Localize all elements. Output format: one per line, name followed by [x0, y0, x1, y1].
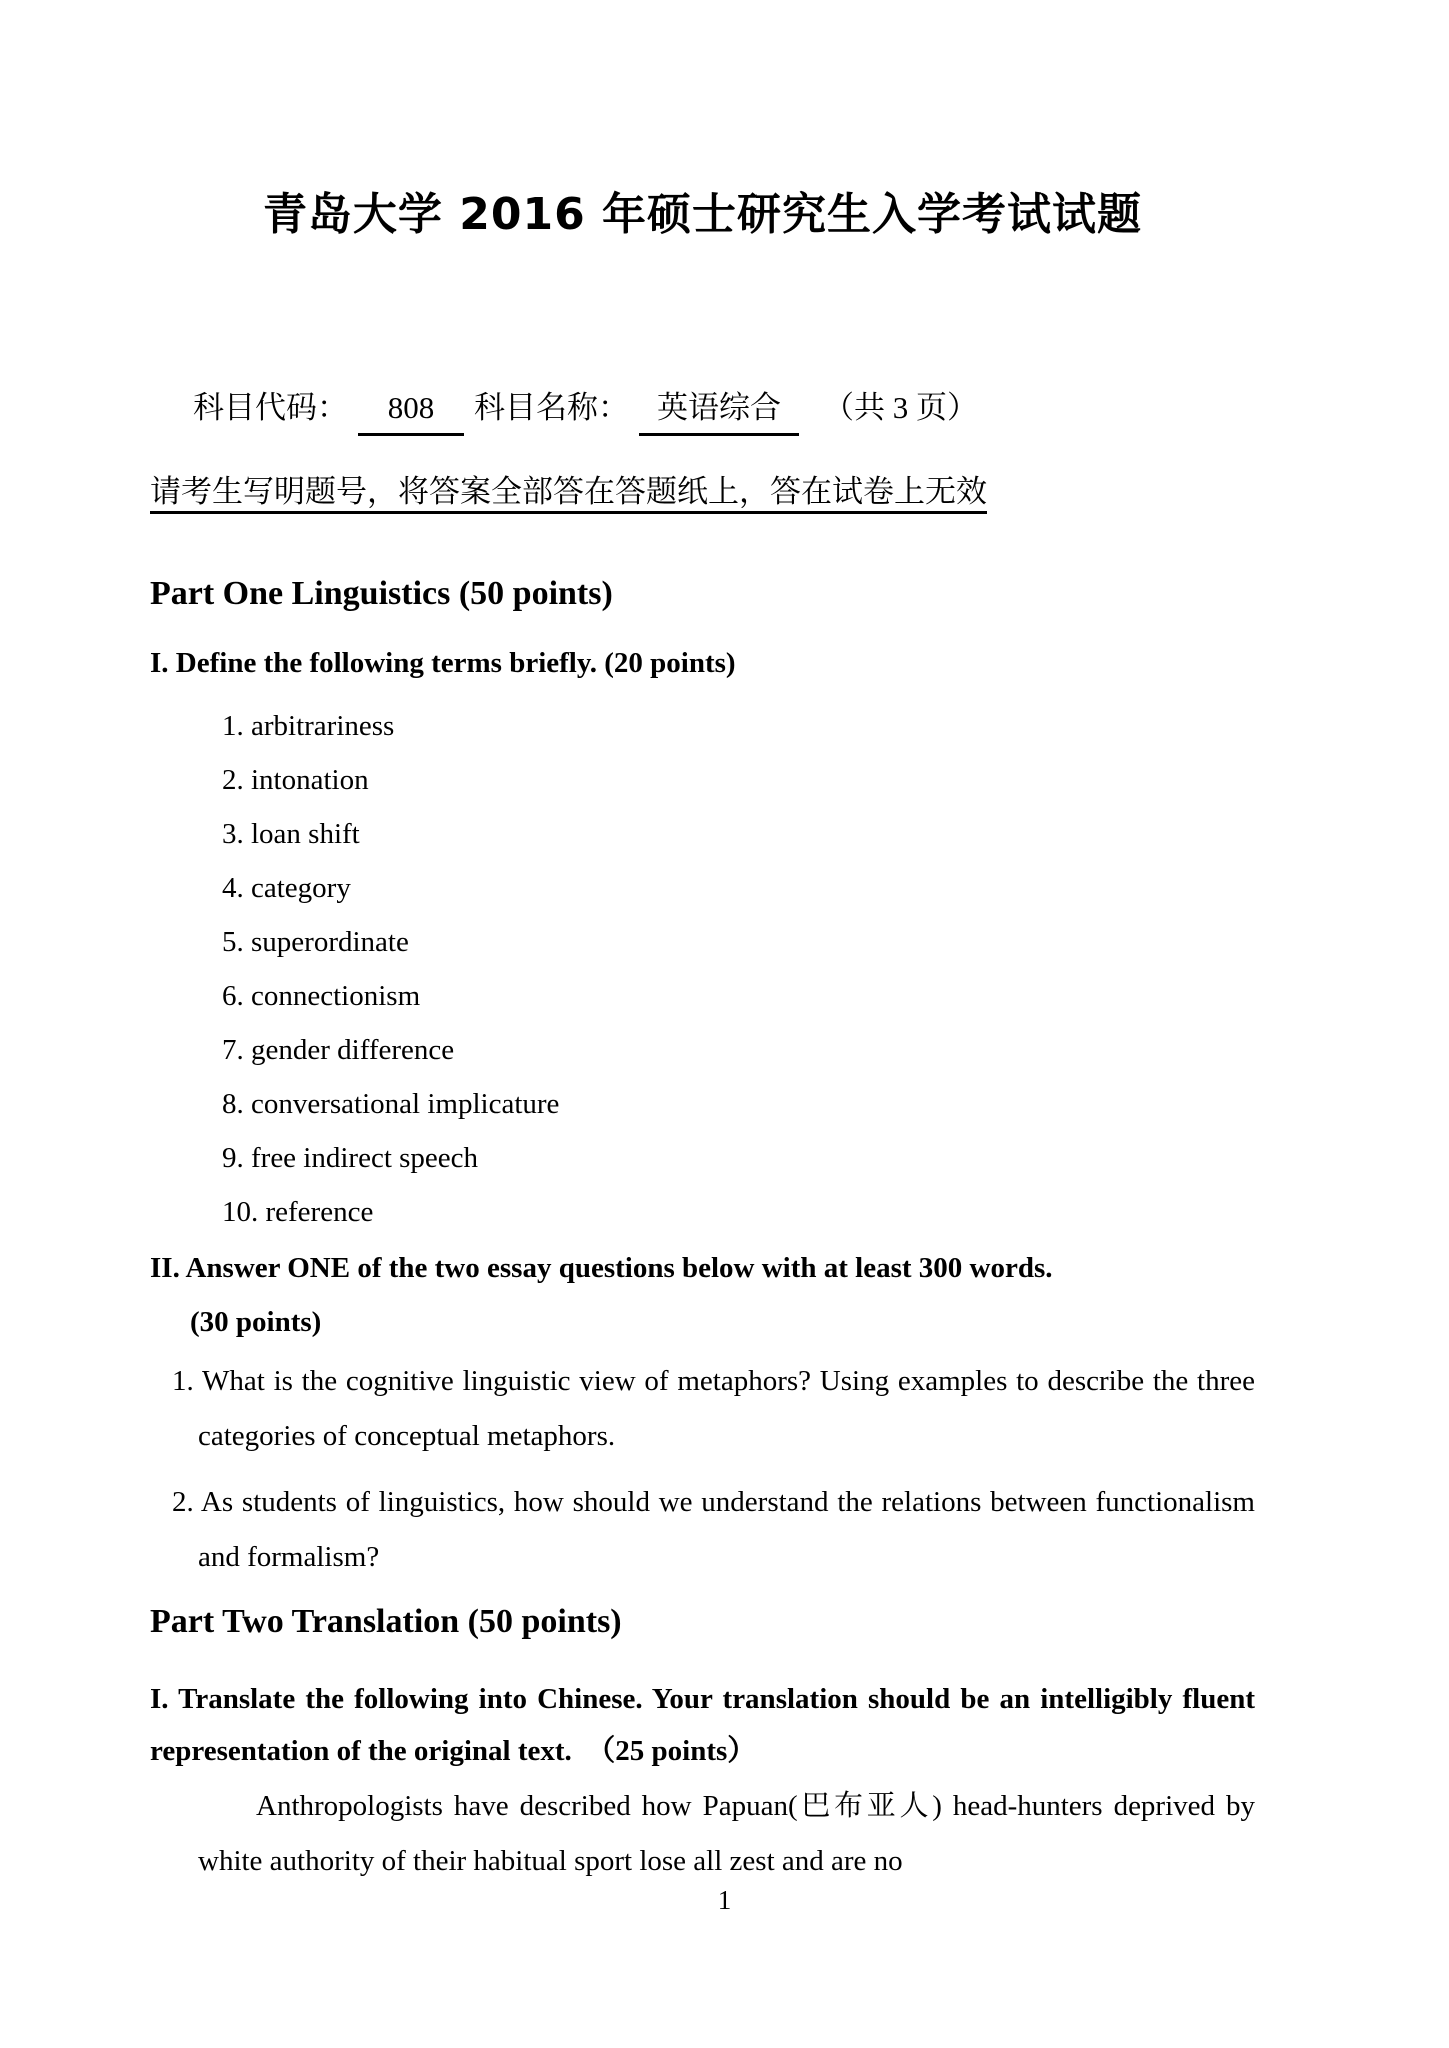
answer-sheet-notice-text: 请考生写明题号，将答案全部答在答题纸上，答在试卷上无效	[150, 474, 987, 509]
terms-list	[222, 699, 1255, 1239]
essay-question-1: 1. What is the cognitive linguistic view of metaphors? Using examples to describe the three categories of conceptual metaphors.	[172, 1365, 1255, 1452]
essay-points-note: (30 points)	[190, 1306, 322, 1338]
page-number: 1	[717, 1885, 732, 1915]
term-item: 1. arbitrariness	[222, 710, 395, 742]
part-one-heading: Part One Linguistics (50 points)	[150, 575, 613, 612]
page-count-note: （共 3 页）	[823, 390, 978, 425]
exam-title: 青岛大学 2016 年硕士研究生入学考试试题	[262, 189, 1143, 240]
subject-name-value: 英语综合	[639, 385, 799, 436]
subject-meta-line	[150, 385, 1255, 436]
answer-sheet-notice	[150, 468, 1255, 516]
term-item: 5. superordinate	[222, 926, 409, 958]
subject-name-label: 科目名称：	[474, 390, 629, 425]
term-item: 7. gender difference	[222, 1034, 455, 1066]
term-item: 6. connectionism	[222, 980, 421, 1012]
part-two-heading: Part Two Translation (50 points)	[150, 1603, 622, 1640]
term-item: 2. intonation	[222, 764, 369, 796]
essay-question-2: 2. As students of linguistics, how should we understand the relations between functionalism and formalism?	[172, 1486, 1255, 1573]
essay-section-heading: II. Answer ONE of the two essay questions below with at least 300 words.	[150, 1252, 1053, 1284]
define-section-heading: I. Define the following terms briefly. (20 points)	[150, 647, 736, 679]
translation-passage: Anthropologists have described how Papuan(巴布亚人) head-hunters deprived by white authority of their habitual sport lose all zest and are no	[198, 1790, 1255, 1877]
term-item: 8. conversational implicature	[222, 1088, 560, 1120]
term-item: 10. reference	[222, 1196, 374, 1228]
term-item: 4. category	[222, 872, 351, 904]
subject-code-value: 808	[358, 385, 464, 436]
term-item: 9. free indirect speech	[222, 1142, 479, 1174]
translate-section-heading: I. Translate the following into Chinese. Your translation should be an intelligibly fluent representation of the original text. （25 points）	[150, 1683, 1255, 1767]
term-item: 3. loan shift	[222, 818, 360, 850]
subject-code-label: 科目代码：	[193, 390, 348, 425]
